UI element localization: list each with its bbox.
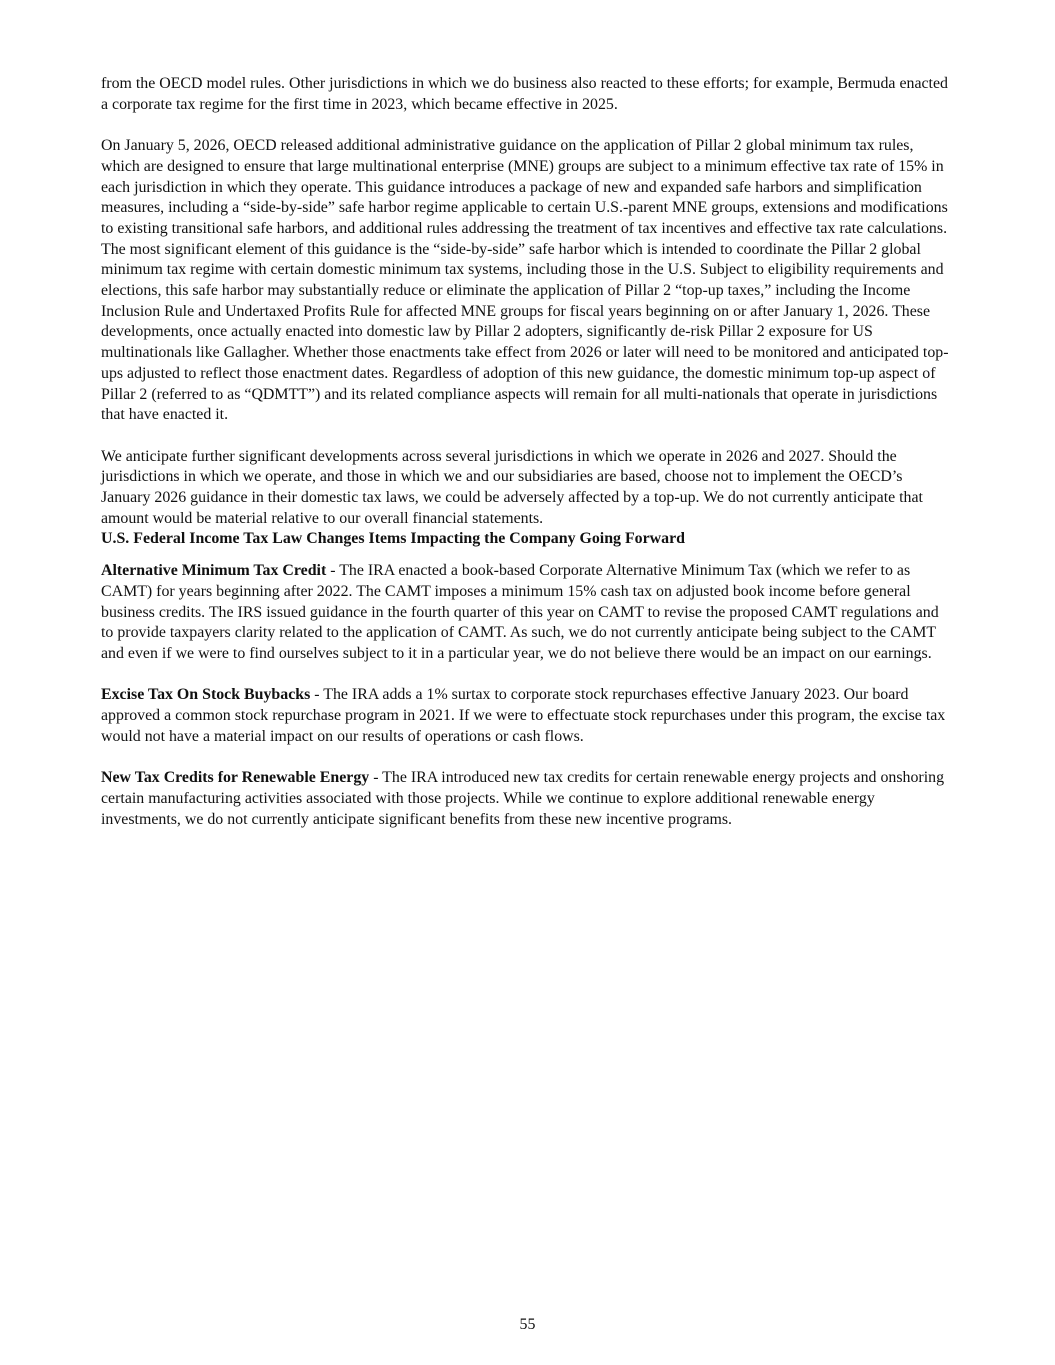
excise-tax-text: - The IRA adds a 1% surtax to corporate stock repurchases effective January 2023. Our board approved a common stock repurchase program in 2021. If we were to effectuate stock repurchases under this program, the excise tax would not have a material impact on our results of operations or cash flows. [101, 686, 946, 745]
renewable-credits-text: - The IRA introduced new tax credits for certain renewable energy projects and onshoring certain manufacturing activities associated with those projects. While we continue to explore additional renewable energy investments, we do not currently anticipate significant benefits from these new incentive programs. [101, 769, 945, 828]
renewable-credits-title: New Tax Credits for Renewable Energy [101, 769, 370, 787]
section-heading: U.S. Federal Income Tax Law Changes Items Impacting the Company Going Forward [101, 530, 685, 548]
camt-text: - The IRA enacted a book-based Corporate Alternative Minimum Tax (which we refer to as CAMT) for years beginning after 2022. The CAMT imposes a minimum 15% cash tax on adjusted book income before general business credits. The IRS issued guidance in the fourth quarter of this year on CAMT to revise the proposed CAMT regulations and to provide taxpayers clarity related to the application of CAMT. As such, we do not currently anticipate being subject to the CAMT and even if we were to find ourselves subject to it in a particular year, we do not believe there would be an impact on our earnings. [101, 562, 939, 662]
paragraph-oecd-reactions: from the OECD model rules. Other jurisdictions in which we do business also reacted to these efforts; for example, Bermuda enacted a corporate tax regime for the first time in 2023, which became effective in 2025. [101, 75, 948, 113]
paragraph-pillar2-guidance: On January 5, 2026, OECD released additional administrative guidance on the application of Pillar 2 global minimum tax rules, which are designed to ensure that large multinational enterprise (MNE) groups are subject to a minimum effective tax rate of 15% in each jurisdiction in which they operate. This guidance introduces a package of new and expanded safe harbors and simplification measures, including a “side-by-side” safe harbor regime applicable to certain U.S.-parent MNE groups, extensions and modifications to existing transitional safe harbors, and additional rules addressing the treatment of tax incentives and effective tax rate calculations. The most significant element of this guidance is the “side-by-side” safe harbor which is intended to coordinate the Pillar 2 global minimum tax regime with certain domestic minimum tax systems, including those in the U.S. Subject to eligibility requirements and elections, this safe harbor may substantially reduce or eliminate the application of Pillar 2 “top-up taxes,” including the Income Inclusion Rule and Undertaxed Profits Rule for affected MNE groups for fiscal years beginning on or after January 1, 2026. These developments, once actually enacted into domestic law by Pillar 2 adopters, significantly de-risk Pillar 2 exposure for US multinationals like Gallagher. Whether those enactments take effect from 2026 or later will need to be monitored and anticipated top-ups adjusted to reflect those enactment dates. Regardless of adoption of this new guidance, the domestic minimum top-up aspect of Pillar 2 (referred to as “QDMTT”) and its related compliance aspects will remain for all multi-nationals that operate in jurisdictions that have enacted it. [101, 137, 949, 424]
paragraph-camt [101, 561, 953, 665]
paragraph-renewable-credits [101, 768, 953, 830]
document-body [101, 74, 953, 830]
page-number: 55 [519, 1316, 536, 1333]
excise-tax-title: Excise Tax On Stock Buybacks [101, 686, 311, 704]
camt-title: Alternative Minimum Tax Credit [101, 562, 327, 580]
paragraph-excise-tax [101, 685, 953, 747]
paragraph-anticipated-developments: We anticipate further significant developments across several jurisdictions in which we operate in 2026 and 2027. Should the jurisdictions in which we operate, and those in which we and our subsidiaries are based, choose not to implement the OECD’s January 2026 guidance in their domestic tax laws, we could be adversely affected by a top-up. We do not currently anticipate that amount would be material relative to our overall financial statements. [101, 447, 923, 527]
